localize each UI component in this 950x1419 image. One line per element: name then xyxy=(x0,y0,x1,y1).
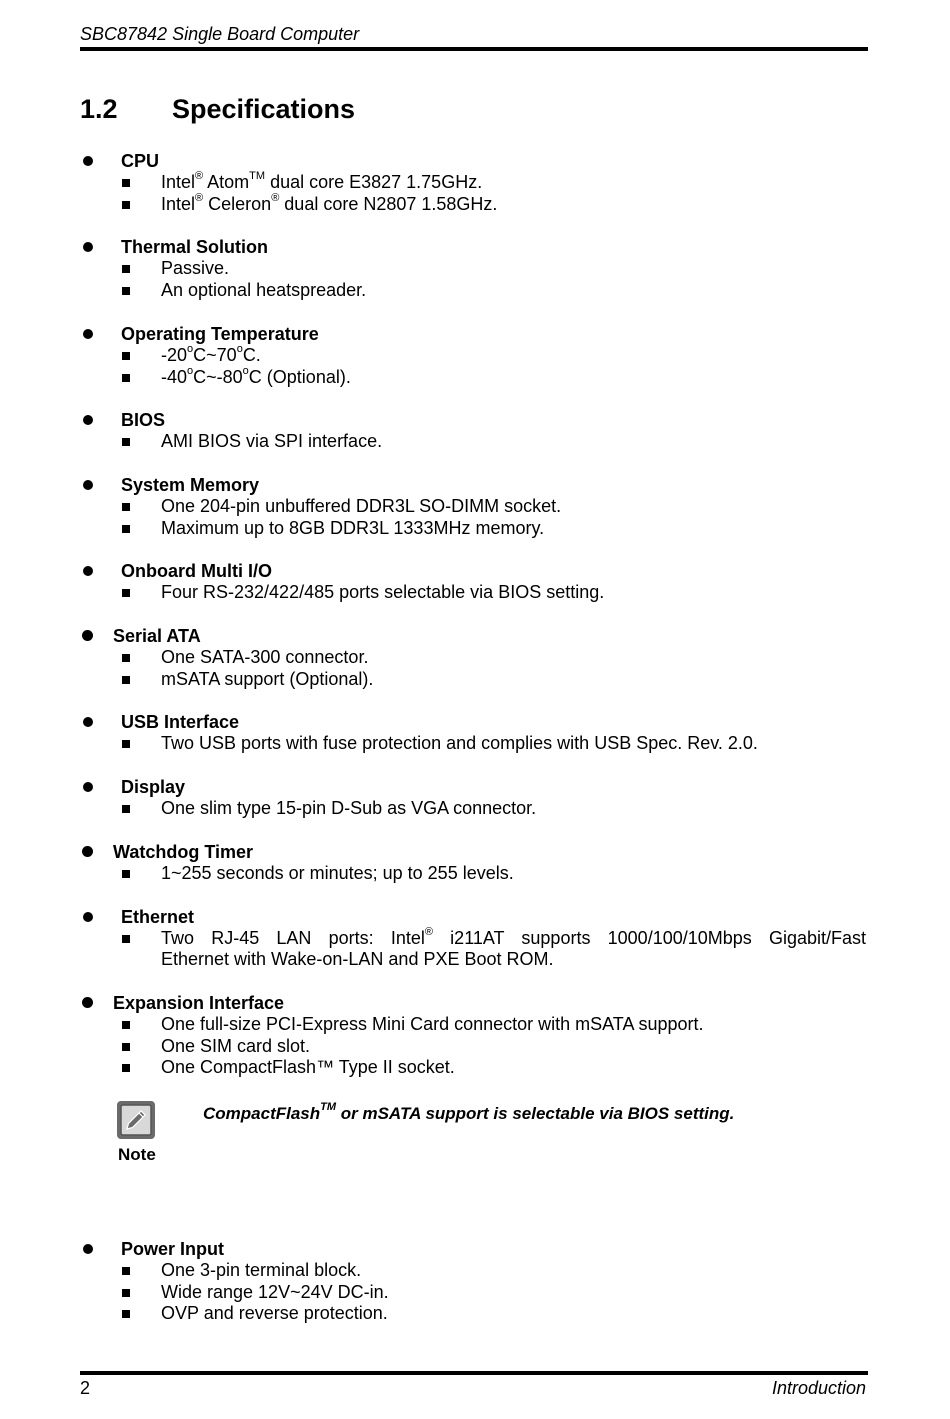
spec-group-ethernet xyxy=(80,906,866,971)
spec-group-bios xyxy=(80,409,866,453)
spec-group-multi-io xyxy=(80,560,866,604)
square-bullet-icon xyxy=(122,654,130,662)
group-title: Onboard Multi I/O xyxy=(121,561,272,582)
bullet-icon xyxy=(83,242,93,252)
square-bullet-icon xyxy=(122,1267,130,1275)
footer-rule xyxy=(80,1371,868,1375)
group-title: USB Interface xyxy=(121,712,240,733)
square-bullet-icon xyxy=(122,265,130,273)
square-bullet-icon xyxy=(122,589,130,597)
list-item: Two RJ-45 LAN ports: Intel® i211AT supports 1000/100/10Mbps Gigabit/Fast Ethernet with Wake-on-LAN and PXE Boot ROM. xyxy=(80,928,866,971)
list-item: AMI BIOS via SPI interface. xyxy=(80,431,866,453)
bullet-icon xyxy=(83,156,93,166)
note-box xyxy=(80,1100,866,1198)
bullet-icon xyxy=(82,630,93,641)
spec-group-memory xyxy=(80,474,866,539)
bullet-icon xyxy=(82,997,93,1008)
list-item: Two USB ports with fuse protection and complies with USB Spec. Rev. 2.0. xyxy=(80,733,866,755)
square-bullet-icon xyxy=(122,1043,130,1051)
list-item: OVP and reverse protection. xyxy=(80,1303,866,1325)
square-bullet-icon xyxy=(122,287,130,295)
square-bullet-icon xyxy=(122,676,130,684)
chapter-name: Introduction xyxy=(771,1378,866,1398)
square-bullet-icon xyxy=(122,1310,130,1318)
list-item: -40$^o$C~-80$^o$C (Optional). xyxy=(80,367,866,389)
list-item: Passive. xyxy=(80,258,866,280)
group-title: Display xyxy=(121,777,186,798)
square-bullet-icon xyxy=(122,805,130,813)
list-item: One SIM card slot. xyxy=(80,1036,866,1058)
square-bullet-icon xyxy=(122,503,130,511)
square-bullet-icon xyxy=(122,870,130,878)
bullet-icon xyxy=(83,782,93,792)
group-title: Thermal Solution xyxy=(121,237,269,258)
spec-group-thermal xyxy=(80,236,866,301)
list-item: -20$^o$C~70$^o$C. xyxy=(80,345,866,367)
spec-group-power xyxy=(80,1238,866,1325)
square-bullet-icon xyxy=(122,740,130,748)
bullet-icon xyxy=(82,846,93,857)
bullet-icon xyxy=(83,480,93,490)
group-title: CPU xyxy=(121,151,160,171)
group-title: Watchdog Timer xyxy=(113,841,254,862)
bullet-icon xyxy=(83,566,93,576)
group-title: Expansion Interface xyxy=(113,992,285,1013)
group-title: System Memory xyxy=(121,474,260,495)
group-title: Operating Temperature xyxy=(121,323,319,344)
group-title: BIOS xyxy=(121,410,166,431)
note-pencil-icon xyxy=(116,1100,156,1140)
square-bullet-icon xyxy=(122,374,130,382)
square-bullet-icon xyxy=(122,1021,130,1029)
square-bullet-icon xyxy=(122,935,130,943)
bullet-icon xyxy=(83,1244,93,1254)
group-title: Power Input xyxy=(121,1239,224,1260)
spec-group-watchdog xyxy=(80,841,866,885)
list-item: Wide range 12V~24V DC-in. xyxy=(80,1282,866,1304)
note-text: CompactFlash™ or mSATA support is selectable via BIOS setting. xyxy=(203,1101,735,1124)
list-item: One full-size PCI-Express Mini Card connector with mSATA support. xyxy=(80,1014,866,1036)
page-number: 2 xyxy=(80,1378,91,1398)
list-item: One 3-pin terminal block. xyxy=(80,1260,866,1282)
spec-group-expansion xyxy=(80,992,866,1079)
spec-list xyxy=(80,150,866,1346)
square-bullet-icon xyxy=(122,352,130,360)
list-item: One CompactFlash™ Type II socket. xyxy=(80,1057,866,1079)
list-item: One SATA-300 connector. xyxy=(80,647,866,669)
bullet-icon xyxy=(83,329,93,339)
list-item: 1~255 seconds or minutes; up to 255 levels. xyxy=(80,863,866,885)
section-heading xyxy=(80,94,355,125)
group-title: Serial ATA xyxy=(113,626,201,647)
note-label: Note xyxy=(118,1145,156,1165)
spec-group-temperature xyxy=(80,323,866,388)
spec-group-display xyxy=(80,776,866,820)
list-item: One slim type 15-pin D-Sub as VGA connector. xyxy=(80,798,866,820)
header-rule xyxy=(80,47,868,51)
list-item: Four RS-232/422/485 ports selectable via BIOS setting. xyxy=(80,582,866,604)
square-bullet-icon xyxy=(122,1064,130,1072)
bullet-icon xyxy=(83,415,93,425)
section-number: 1.2 xyxy=(80,94,118,124)
list-item: Intel® Atom™ dual core E3827 1.75GHz. xyxy=(80,172,866,194)
list-item: Maximum up to 8GB DDR3L 1333MHz memory. xyxy=(80,518,866,540)
square-bullet-icon xyxy=(122,179,130,187)
spec-group-usb xyxy=(80,711,866,755)
bullet-icon xyxy=(83,717,93,727)
group-title: Ethernet xyxy=(121,906,195,927)
list-item: Intel® Celeron® dual core N2807 1.58GHz. xyxy=(80,194,866,216)
running-header: SBC87842 Single Board Computer xyxy=(80,24,360,44)
spec-group-cpu xyxy=(80,150,866,215)
bullet-icon xyxy=(83,912,93,922)
square-bullet-icon xyxy=(122,525,130,533)
square-bullet-icon xyxy=(122,201,130,209)
list-item: mSATA support (Optional). xyxy=(80,669,866,691)
section-title: Specifications xyxy=(172,94,356,124)
list-item: An optional heatspreader. xyxy=(80,280,866,302)
spec-group-serial-ata xyxy=(80,625,866,690)
square-bullet-icon xyxy=(122,438,130,446)
square-bullet-icon xyxy=(122,1289,130,1297)
list-item: One 204-pin unbuffered DDR3L SO-DIMM socket. xyxy=(80,496,866,518)
